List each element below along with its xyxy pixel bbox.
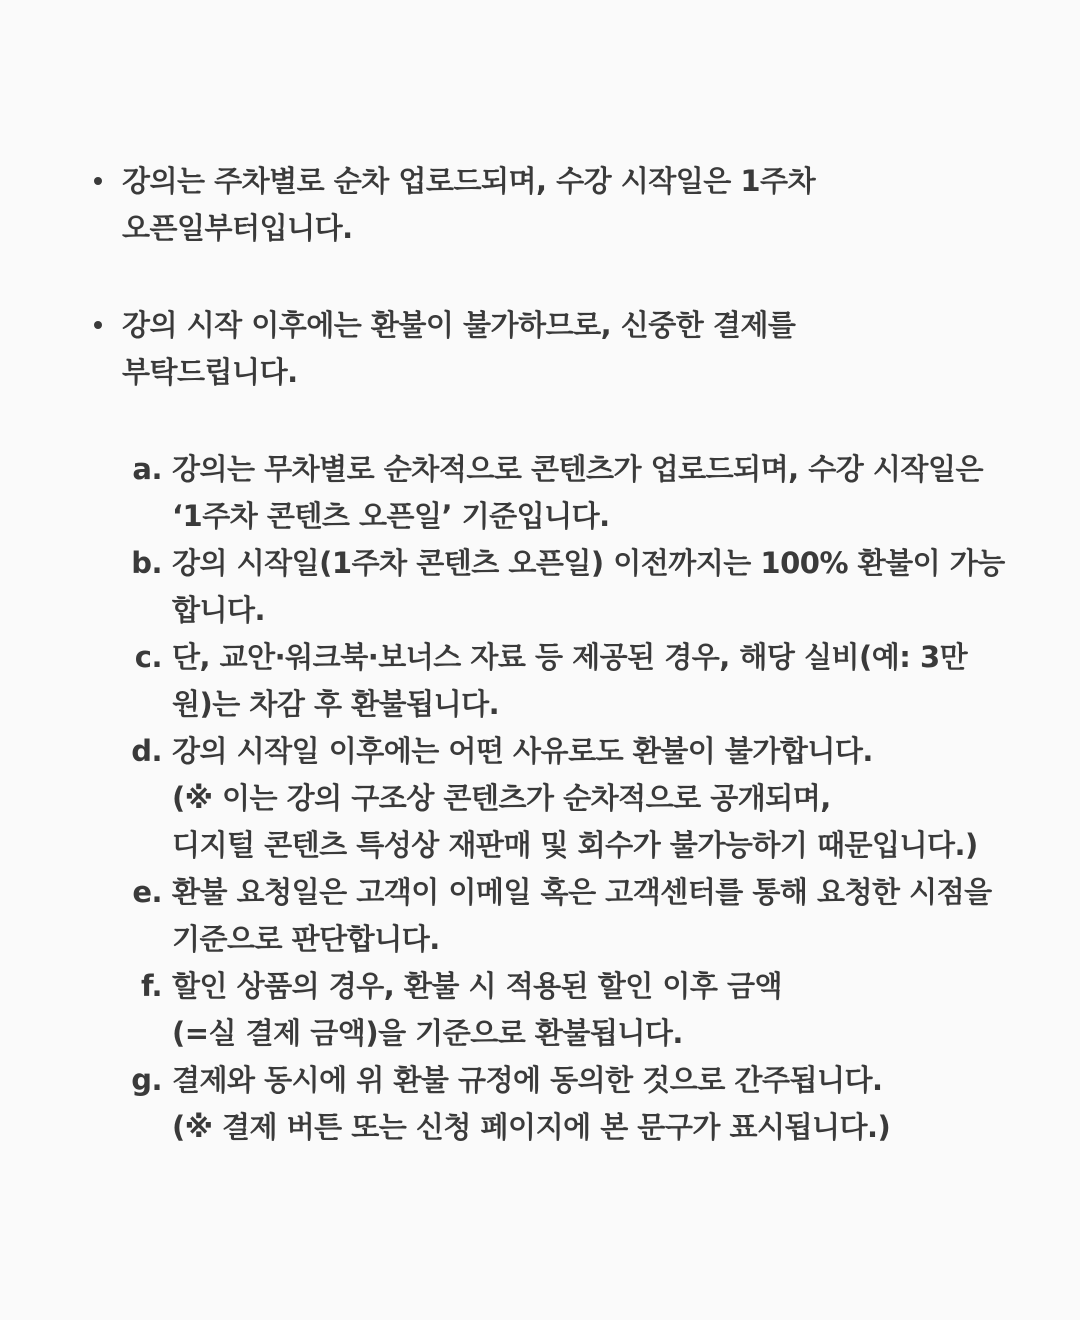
policy-line: 합니다.	[172, 593, 266, 627]
list-marker: b.	[131, 546, 162, 580]
refund-policy-item-b	[120, 540, 1020, 634]
policy-line: (※ 이는 강의 구조상 콘텐츠가 순차적으로 공개되며,	[172, 781, 831, 815]
notice-bullet-no-refund	[84, 302, 984, 396]
list-marker: e.	[132, 875, 162, 909]
policy-line: 강의는 무차별로 순차적으로 콘텐츠가 업로드되며, 수강 시작일은	[172, 452, 983, 486]
policy-line: 강의 시작일(1주차 콘텐츠 오픈일) 이전까지는 100% 환불이 가능	[172, 546, 1005, 580]
bullet-line: 부탁드립니다.	[122, 355, 298, 389]
policy-line: (=실 결제 금액)을 기준으로 환불됩니다.	[172, 1016, 683, 1050]
policy-line: 기준으로 판단합니다.	[172, 922, 440, 956]
refund-policy-item-f	[120, 963, 1020, 1057]
notice-bullet-list-2	[84, 302, 984, 396]
policy-line: (※ 결제 버튼 또는 신청 페이지에 본 문구가 표시됩니다.)	[172, 1110, 891, 1144]
list-marker: a.	[132, 452, 162, 486]
bullet-dot-icon	[94, 177, 102, 185]
refund-policy-item-d	[120, 728, 1020, 869]
list-marker: c.	[134, 640, 162, 674]
bullet-line: 강의 시작 이후에는 환불이 불가하므로, 신중한 결제를	[122, 308, 796, 342]
list-marker: f.	[140, 969, 162, 1003]
refund-policy-item-c	[120, 634, 1020, 728]
policy-line: 결제와 동시에 위 환불 규정에 동의한 것으로 간주됩니다.	[172, 1063, 883, 1097]
policy-line: 디지털 콘텐츠 특성상 재판매 및 회수가 불가능하기 때문입니다.)	[172, 828, 978, 862]
refund-policy-item-e	[120, 869, 1020, 963]
bullet-line: 강의는 주차별로 순차 업로드되며, 수강 시작일은 1주차	[122, 164, 816, 198]
notice-bullet-list-1	[84, 158, 984, 252]
policy-line: 원)는 차감 후 환불됩니다.	[172, 687, 500, 721]
refund-policy-item-a	[120, 446, 1020, 540]
bullet-line: 오픈일부터입니다.	[122, 211, 353, 245]
list-marker: d.	[131, 734, 162, 768]
list-marker: g.	[131, 1063, 162, 1097]
policy-line: ‘1주차 콘텐츠 오픈일’ 기준입니다.	[172, 499, 610, 533]
policy-line: 할인 상품의 경우, 환불 시 적용된 할인 이후 금액	[172, 969, 783, 1003]
refund-policy-item-g	[120, 1057, 1020, 1151]
refund-policy-list	[120, 446, 1020, 1151]
policy-line: 단, 교안·워크북·보너스 자료 등 제공된 경우, 해당 실비(예: 3만	[172, 640, 968, 674]
policy-line: 강의 시작일 이후에는 어떤 사유로도 환불이 불가합니다.	[172, 734, 873, 768]
bullet-dot-icon	[94, 321, 102, 329]
policy-line: 환불 요청일은 고객이 이메일 혹은 고객센터를 통해 요청한 시점을	[172, 875, 992, 909]
notice-bullet-upload-schedule	[84, 158, 984, 252]
